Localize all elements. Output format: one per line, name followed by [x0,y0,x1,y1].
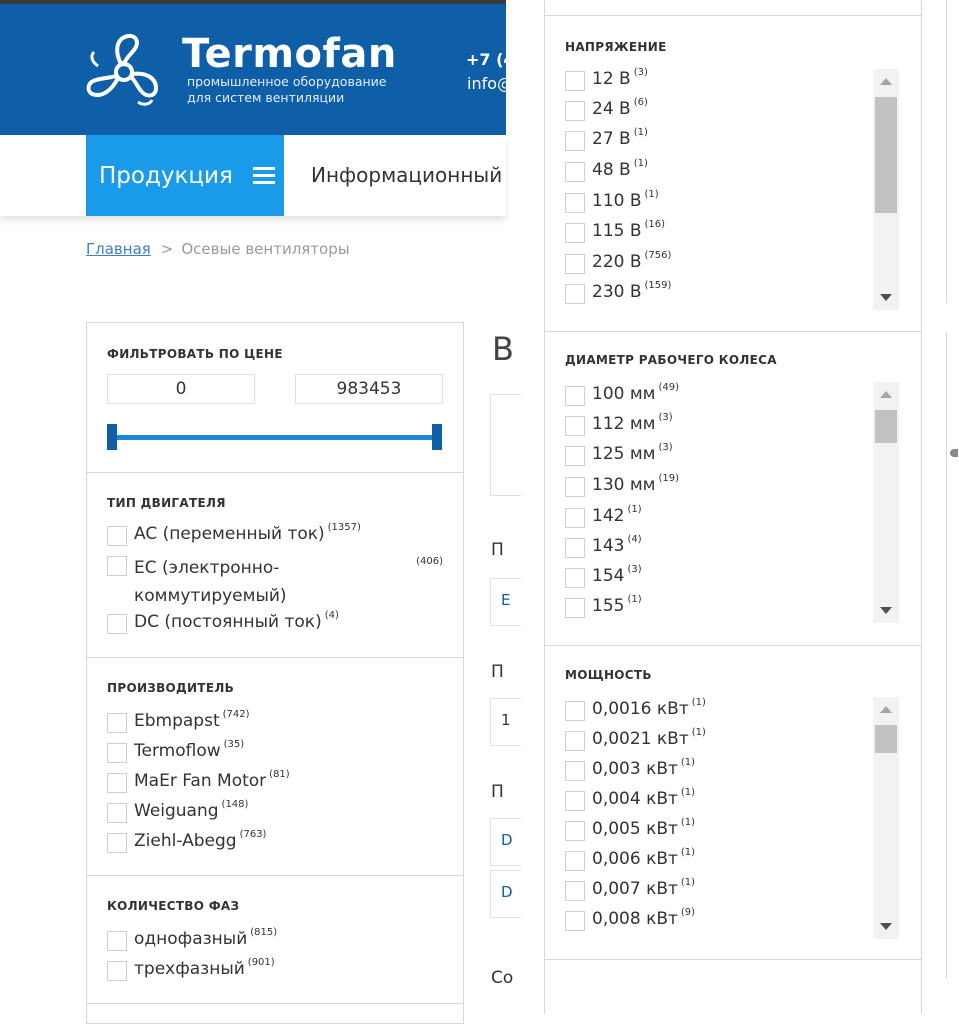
nav-info-link[interactable]: Информационный [311,163,503,187]
carousel-arrow-icon[interactable] [950,449,958,457]
phone-link[interactable]: +7 (4 [466,50,515,69]
checkbox[interactable] [565,731,585,751]
option-count: (49) [658,382,680,393]
brand-tagline [187,74,386,106]
content-heading: В [492,330,514,368]
option-count: (6) [633,97,648,108]
breadcrumb-separator: > [160,240,174,258]
option-label: 0,003 кВт [592,759,678,779]
manufacturer-title: ПРОИЗВОДИТЕЛЬ [107,681,235,695]
checkbox[interactable] [565,416,585,436]
main-nav [0,135,506,216]
option-label: 125 мм [592,444,656,464]
option-label: MaEr Fan Motor [134,771,267,791]
option-label: 27 В [592,129,631,149]
breadcrumb [86,240,350,258]
phases-filter [87,875,463,1004]
checkbox[interactable] [565,538,585,558]
scroll-down-icon[interactable] [880,607,892,614]
option-count: (901) [247,957,275,968]
power-title: МОЩНОСТЬ [565,668,652,682]
content-label: Со [491,968,514,988]
option-count: (3) [658,442,673,453]
power-scrollbar[interactable] [873,697,899,939]
option-label: Ebmpapst [134,711,220,731]
price-slider-max-handle[interactable] [432,424,442,450]
checkbox[interactable] [107,773,127,793]
option-count: (35) [223,739,245,750]
fan-logo-icon[interactable] [84,32,164,112]
content-label: П [491,540,504,560]
manufacturer-filter [87,657,463,876]
checkbox[interactable] [565,193,585,213]
voltage-filter [545,15,921,332]
content-select[interactable] [490,578,521,626]
tagline-line-2: для систем вентиляции [187,90,345,105]
content-select[interactable] [490,818,521,866]
option-label: 0,008 кВт [592,909,678,929]
checkbox[interactable] [107,614,127,634]
option-label: 230 В [592,282,642,302]
price-min-input[interactable]: 0 [107,374,255,404]
option-count: (3) [633,67,648,78]
option-label: 0,0016 кВт [592,699,689,719]
option-label: 0,006 кВт [592,849,678,869]
checkbox[interactable] [565,911,585,931]
option-count: (19) [658,473,680,484]
option-count: (1) [633,158,648,169]
checkbox[interactable] [565,254,585,274]
scroll-up-icon[interactable] [880,706,892,713]
checkbox[interactable] [565,71,585,91]
option-count: (406) [416,556,443,567]
option-count: (9) [680,907,696,918]
checkbox[interactable] [565,508,585,528]
diameter-filter [545,331,921,646]
option-label-line-2: коммутируемый) [134,586,287,606]
checkbox[interactable] [107,961,127,981]
price-slider-min-handle[interactable] [107,424,117,450]
nav-products-label: Продукция [99,162,233,189]
nav-products-button[interactable] [86,135,284,216]
brand-name[interactable]: Termofan [182,31,397,77]
option-count: (3) [658,412,673,423]
content-label: П [491,662,504,682]
scroll-down-icon[interactable] [880,294,892,301]
checkbox[interactable] [565,761,585,781]
diameter-title: ДИАМЕТР РАБОЧЕГО КОЛЕСА [565,353,777,367]
adjacent-panel-edge [946,0,959,303]
price-max-input[interactable]: 983453 [295,374,443,404]
power-filter [545,646,921,960]
option-label: 143 [592,536,625,556]
option-count: (4) [627,534,642,545]
option-label: 110 В [592,191,642,211]
price-filter-title: ФИЛЬТРОВАТЬ ПО ЦЕНЕ [107,347,283,361]
motor-type-title: ТИП ДВИГАТЕЛЯ [107,496,226,510]
content-label: П [491,782,504,802]
option-label: 0,005 кВт [592,819,678,839]
option-count: (1) [644,189,659,200]
checkbox[interactable] [565,101,585,121]
option-label: 115 В [592,221,642,241]
scrollbar-thumb[interactable] [875,97,897,213]
product-content-partial [463,322,514,1022]
checkbox[interactable] [565,851,585,871]
checkbox[interactable] [107,743,127,763]
option-count: (1) [680,877,696,888]
option-count: (1) [627,594,642,605]
option-label: 0,0021 кВт [592,729,689,749]
checkbox[interactable] [565,131,585,151]
hamburger-menu-icon [253,167,275,185]
scrollbar-thumb[interactable] [875,410,897,443]
price-slider-track [113,435,437,440]
tagline-line-1: промышленное оборудование [187,74,387,89]
email-link[interactable]: info@ [467,74,514,93]
option-count: (16) [644,219,666,230]
scroll-up-icon[interactable] [880,391,892,398]
option-label-line-1: EC (электронно- [134,558,280,578]
option-count: (815) [250,927,278,938]
option-count: (1) [691,727,706,738]
content-select[interactable] [490,870,521,918]
option-label: Weiguang [134,801,219,821]
option-count: (1357) [327,522,361,533]
option-count: (1) [691,697,706,708]
content-select-value: D [501,883,513,901]
option-count: (1) [680,757,696,768]
option-label: трехфазный [134,959,245,979]
checkbox[interactable] [565,284,585,304]
option-label: 0,004 кВт [592,789,678,809]
option-count: (742) [222,709,250,720]
option-count: (756) [644,250,672,261]
option-label: Ziehl-Abegg [134,831,237,851]
option-label: 12 В [592,69,631,89]
diameter-scrollbar[interactable] [873,382,899,623]
option-count: (3) [627,564,642,575]
checkbox[interactable] [565,701,585,721]
checkbox[interactable] [107,526,127,546]
option-label: однофазный [134,929,248,949]
option-count: (159) [644,280,672,291]
option-count: (148) [221,799,249,810]
option-label: DC (постоянный ток) [134,612,322,632]
option-label: 220 В [592,252,642,272]
option-count: (4) [324,610,339,621]
checkbox[interactable] [565,162,585,182]
option-label: 100 мм [592,384,656,404]
option-label: 154 [592,566,625,586]
checkbox[interactable] [107,833,127,853]
checkbox[interactable] [565,223,585,243]
option-label: 142 [592,506,625,526]
content-select-value: Е [501,591,511,609]
motor-type-filter [87,472,463,658]
content-box [490,394,521,496]
filter-panel [86,322,464,1024]
checkbox[interactable] [565,821,585,841]
checkbox[interactable] [107,713,127,733]
option-label: AC (переменный ток) [134,524,325,544]
option-count: (1) [633,127,648,138]
checkbox[interactable] [107,556,127,576]
breadcrumb-current: Осевые вентиляторы [181,240,350,258]
voltage-title: НАПРЯЖЕНИЕ [565,40,667,54]
checkbox[interactable] [565,477,585,497]
checkbox[interactable] [565,446,585,466]
checkbox[interactable] [565,791,585,811]
option-count: (1) [680,847,696,858]
checkbox[interactable] [107,803,127,823]
option-label: 24 В [592,99,631,119]
scroll-down-icon[interactable] [880,923,892,930]
scrollbar-thumb[interactable] [875,725,897,753]
phases-title: КОЛИЧЕСТВО ФАЗ [107,899,240,913]
price-filter [87,323,463,473]
adjacent-panel-edge [946,332,959,978]
option-count: (1) [680,787,696,798]
checkbox[interactable] [565,881,585,901]
scroll-up-icon[interactable] [880,78,892,85]
voltage-scrollbar[interactable] [873,69,899,310]
option-label: 130 мм [592,475,656,495]
option-count: (1) [680,817,696,828]
option-label: Termoflow [134,741,221,761]
content-input[interactable] [490,698,521,746]
content-select-value: D [501,831,513,849]
site-header [0,4,515,135]
option-label: 0,007 кВт [592,879,678,899]
breadcrumb-home-link[interactable]: Главная [86,240,151,258]
checkbox[interactable] [565,598,585,618]
checkbox[interactable] [107,931,127,951]
checkbox[interactable] [565,386,585,406]
content-input-value: 1 [501,711,511,729]
option-count: (1) [627,504,642,515]
filter-panel-scrolled [544,0,922,1014]
option-count: (81) [269,769,290,780]
option-count: (763) [239,829,267,840]
option-label: 48 В [592,160,631,180]
checkbox[interactable] [565,568,585,588]
option-label: 155 [592,596,625,616]
option-label: 112 мм [592,414,656,434]
